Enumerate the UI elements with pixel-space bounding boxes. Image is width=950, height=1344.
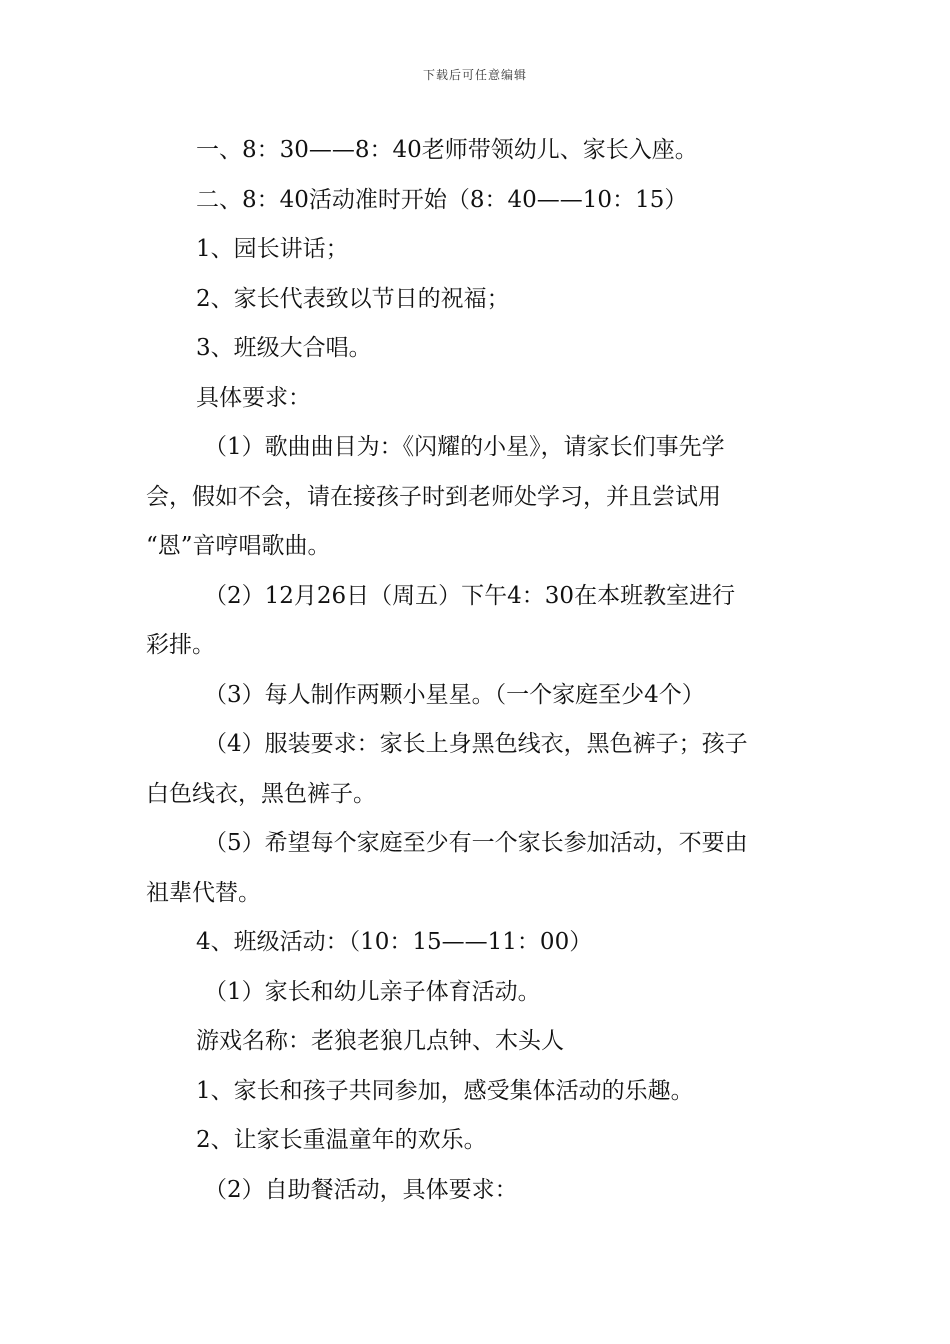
game-goal-2: 2、让家长重温童年的欢乐。 (196, 1127, 487, 1153)
requirement-4-line-2: 白色线衣，黑色裤子。 (146, 780, 376, 807)
requirement-5-line-2: 祖辈代替。 (146, 879, 261, 906)
requirement-3: （3）每人制作两颗小星星。（一个家庭至少4个） (204, 681, 705, 708)
requirement-4-line-1: （4）服装要求：家长上身黑色线衣，黑色裤子；孩子 (204, 731, 748, 757)
requirement-1-line-2: 会，假如不会，请在接孩子时到老师处学习，并且尝试用 (146, 483, 721, 510)
program-item-4: 4、班级活动：（10：15——11：00） (196, 929, 593, 955)
game-goal-1: 1、家长和孩子共同参加，感受集体活动的乐趣。 (196, 1077, 694, 1104)
requirement-5-line-1: （5）希望每个家庭至少有一个家长参加活动，不要由 (204, 830, 748, 856)
requirements-heading: 具体要求： (196, 384, 311, 411)
header-note: 下载后可任意编辑 (422, 68, 527, 82)
activity-1: （1）家长和幼儿亲子体育活动。 (204, 978, 541, 1005)
requirement-1-line-3: “恩”音哼唱歌曲。 (146, 533, 331, 559)
schedule-line-2: 二、8：40活动准时开始（8：40——10：15） (196, 186, 688, 213)
requirement-2-line-2: 彩排。 (146, 632, 215, 658)
activity-2: （2）自助餐活动，具体要求： (204, 1176, 518, 1203)
program-item-2: 2、家长代表致以节日的祝福； (196, 285, 510, 312)
program-item-3: 3、班级大合唱。 (196, 335, 372, 361)
schedule-line-1: 一、8：30——8：40老师带领幼儿、家长入座。 (196, 137, 698, 163)
document-body (146, 126, 806, 1215)
requirement-1-line-1: （1）歌曲曲目为：《闪耀的小星》，请家长们事先学 (204, 434, 725, 460)
program-item-1: 1、园长讲话； (196, 236, 349, 262)
requirement-2-line-1: （2）12月26日（周五）下午4：30在本班教室进行 (204, 582, 736, 609)
game-names: 游戏名称：老狼老狼几点钟、木头人 (196, 1028, 564, 1054)
